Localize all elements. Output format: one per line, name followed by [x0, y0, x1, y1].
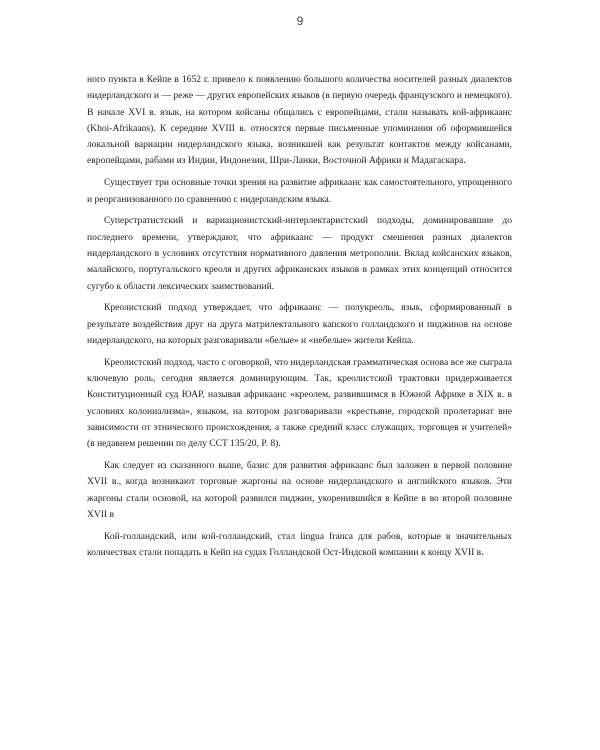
paragraph: Как следует из сказанного выше, базис для развития африкаанс был заложен в первой половине XVII в., когда возникают торговые жаргоны на основе нидерландского и английского языков. Эти жаргоны стали основой, на которой развился пиджин, укоренившийся в Кейпе в во второй половине XVII в	[87, 460, 512, 520]
paragraph: Креолистский подход утверждает, что африкаанс — полукреоль, язык, сформированный в результате воздействия друг на друга матрилектального капского голландского и пиджинов на основе нидерландского, на которых разговаривали «белые» и «небелые» жители Кейпа.	[87, 302, 512, 346]
paragraph: ного пункта в Кейпе в 1652 г. привело к появлению большого количества носителей разных диалектов нидерландского и — реже — других европейских языков (в первую очередь французского и немецкого). В начале XVI в. язык, на котором койсаны общались с европейцами, стали называть кой-африкаанс (Khoi-Afrikaans). К середине XVIII в. относятся первые письменные упоминания об оформившейся локальной вариации нидерландского языка, возникшей как результат контактов между койсанами, европейцами, рабами из Индии, Индонезии, Шри-Ланки, Восточной Африки и Мадагаскара.	[87, 74, 513, 167]
paragraph: Креолистский подход, часто с оговоркой, что нидерландская грамматическая основа все же сыграла ключевую роль, сегодня является доминирующим. Так, креолистской трактовки придерживается Конституционный суд ЮАР, называя африкаанс «креолем, развившимся в Южной Африке в XIX в. в условиях колониализма», языком, на котором разговаривали «крестьяне, городской пролетариат вне зависимости от этнического происхождения, а также средний класс служащих, торговцев и учителей» (в недавнем решении по делу CCT 135/20, P. 8).	[87, 356, 512, 450]
page-number: 9	[296, 14, 304, 28]
paragraph: Кой-голландский, или кой-голландский, стал lingua franca для рабов, которые в значительных количествах стали попадать в Кейп на судах Голландской Ост-Индской компании к концу XVII в.	[87, 530, 512, 559]
paragraph: Суперстратистский и вариационистский-интерлектаристский подходы, доминировавшие до последнего времени, утверждают, что африкаанс — продукт смешения разных диалектов нидерландского в условиях отсутствия нормативного давления метрополии. Вклад койсанских языков, малайского, португальского креоля и других африканских языков в рамках этих концепций относится сугубо к области лексических заимствований.	[87, 215, 512, 292]
body-text	[87, 72, 512, 567]
paragraph: Существует три основные точки зрения на развитие африкаанс как самостоятельного, упрощенного и реорганизованного по сравнению с нидерландским языка.	[87, 177, 512, 205]
